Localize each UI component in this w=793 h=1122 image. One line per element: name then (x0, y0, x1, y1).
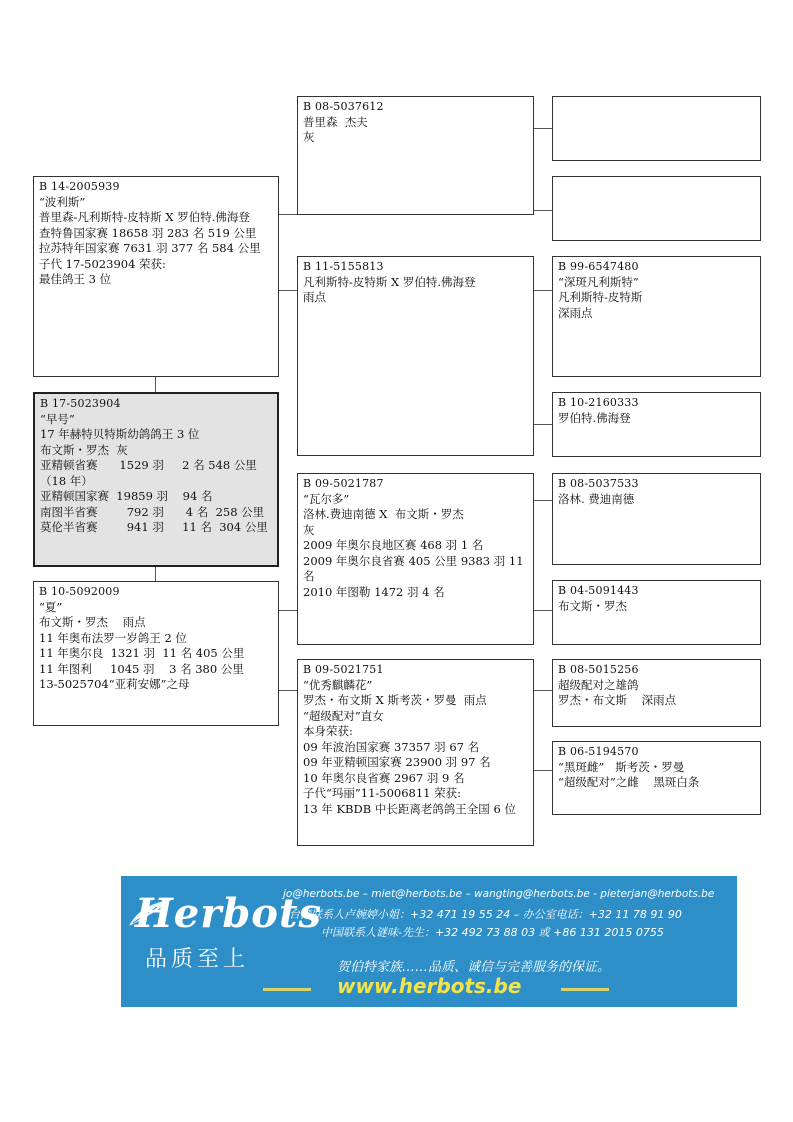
great-grandparent-box-7 (552, 659, 761, 727)
pedigree-line: 布文斯・罗杰 灰 (40, 442, 128, 457)
pedigree-line: 13-5025704“亚莉安娜”之母 (39, 677, 190, 691)
ring-number: B 09-5021787 (303, 477, 384, 490)
pedigree-line: 超级配对之雄鸽 (558, 677, 639, 692)
connector-dam-sire (278, 610, 297, 611)
pedigree-line: 11 年奥尔良 1321 羽 11 名 405 公里 (39, 646, 245, 660)
pedigree-line: 2009 年奥尔良地区赛 468 羽 1 名 (303, 538, 484, 552)
pedigree-line: “深斑凡利斯特” (558, 274, 639, 289)
connector-g3-4 (533, 424, 552, 425)
pedigree-line: 罗杰・布文斯 深雨点 (558, 693, 677, 707)
pedigree-line: 亚精顿国家赛 19859 羽 94 名 (40, 489, 213, 503)
pedigree-line: 深雨点 (558, 305, 593, 320)
sire-box (33, 176, 279, 377)
herbots-logo: Herbots (135, 890, 322, 937)
pedigree-line: 13 年 KBDB 中长距离老鸽鸽王全国 6 位 (303, 801, 516, 816)
pedigree-line: “夏” (39, 599, 63, 614)
pedigree-line: “早号” (40, 411, 75, 426)
ring-number: B 10-5092009 (39, 585, 120, 598)
connector-dam-dam (278, 690, 297, 691)
pedigree-line: 布文斯・罗杰 (558, 598, 627, 613)
pedigree-line: 亚精顿省赛 1529 羽 2 名 548 公里（18 年） (40, 458, 257, 488)
pedigree-line: 灰 (303, 130, 315, 144)
connector-g3-1 (533, 128, 552, 129)
dam-box (33, 581, 279, 726)
ring-number: B 09-5021751 (303, 663, 384, 676)
pedigree-line: 雨点 (303, 290, 326, 304)
pedigree-line: 普里森 杰夫 (303, 114, 368, 129)
pedigree-line: 普里森-凡利斯特-皮特斯 X 罗伯特.佛海登 (39, 210, 250, 224)
great-grandparent-box-2 (552, 176, 761, 241)
pedigree-line: 洛林. 费迪南德 (558, 491, 635, 506)
subject-pigeon-box (33, 392, 279, 567)
ring-number: B 06-5194570 (558, 745, 639, 758)
pedigree-line: 子代“玛丽”11-5006811 荣获: (303, 786, 462, 800)
ring-number: B 08-5015256 (558, 663, 639, 676)
pedigree-line: 莫伦半省赛 941 羽 11 名 304 公里 (40, 520, 268, 534)
pedigree-line: 17 年赫特贝特斯幼鸽鸽王 3 位 (40, 427, 200, 441)
ring-number: B 99-6547480 (558, 260, 639, 273)
herbots-banner (121, 876, 737, 1007)
website-link[interactable]: www.herbots.be (337, 974, 522, 998)
pedigree-line: “优秀麒麟花” (303, 677, 373, 692)
pedigree-line: 本身荣获: (303, 724, 353, 738)
pedigree-line: 10 年奥尔良省赛 2967 羽 9 名 (303, 770, 465, 785)
pedigree-line: 09 年波治国家赛 37357 羽 67 名 (303, 739, 480, 754)
pedigree-line: “波利斯” (39, 194, 86, 209)
pedigree-line: 11 年奥布法罗一岁鸽王 2 位 (39, 630, 187, 645)
pedigree-line: 子代 17-5023904 荣获: (39, 256, 166, 271)
connector-g3-2 (533, 210, 552, 211)
pedigree-line: 南图半省赛 792 羽 4 名 258 公里 (40, 504, 265, 519)
pedigree-line: 2009 年奥尔良省赛 405 公里 9383 羽 11 名 (303, 553, 528, 583)
connector-g3-7 (533, 690, 552, 691)
great-grandparent-box-3 (552, 256, 761, 377)
connector-sire-sire (278, 214, 297, 215)
great-grandparent-box-5 (552, 473, 761, 565)
ring-number: B 11-5155813 (303, 260, 384, 273)
contact-emails[interactable]: jo@herbots.be – miet@herbots.be – wangting@herbots.be - pieterjan@herbots.be (283, 888, 715, 900)
contact-taiwan: 台湾联系人卢婉婷小姐：+32 471 19 55 24 – 办公室电话：+32 11 78 91 90 (289, 908, 682, 921)
pedigree-line: 拉苏特年国家赛 7631 羽 377 名 584 公里 (39, 241, 261, 255)
connector-g3-3 (533, 290, 552, 291)
pedigree-line: 布文斯・罗杰 雨点 (39, 615, 146, 629)
contact-china: 中国联系人谜味-先生：+32 492 73 88 03 或 +86 131 2015 0755 (321, 926, 664, 939)
pedigree-line: 罗伯特.佛海登 (558, 410, 631, 425)
ring-number: B 08-5037533 (558, 477, 639, 490)
pedigree-line: “瓦尔多” (303, 491, 350, 506)
pedigree-line: “超级配对”之雌 黑斑白条 (558, 775, 700, 789)
dam-sire-box (297, 473, 534, 645)
great-grandparent-box-1 (552, 96, 761, 161)
great-grandparent-box-6 (552, 580, 761, 645)
great-grandparent-box-8 (552, 741, 761, 815)
ring-number: B 08-5037612 (303, 100, 384, 113)
connector-sire-dam (278, 290, 297, 291)
ring-number: B 04-5091443 (558, 584, 639, 597)
ring-number: B 10-2160333 (558, 396, 639, 409)
pedigree-line: 最佳鸽王 3 位 (39, 272, 112, 286)
motto: 贺伯特家族……品质、诚信与完善服务的保证。 (337, 960, 611, 975)
pedigree-line: 罗杰・布文斯 X 斯考茨・罗曼 雨点 (303, 693, 487, 707)
pedigree-line: 09 年亚精顿国家赛 23900 羽 97 名 (303, 755, 491, 769)
connector-g3-6 (533, 610, 552, 611)
ring-number: B 17-5023904 (40, 397, 121, 410)
decor-line-left (263, 988, 311, 991)
pedigree-line: “超级配对”直女 (303, 708, 384, 723)
pedigree-line: 凡利斯特-皮特斯 (558, 290, 643, 304)
connector-g3-8 (533, 770, 552, 771)
connector-g3-5 (533, 500, 552, 501)
sire-dam-box (297, 256, 534, 456)
pedigree-line: 查特鲁国家赛 18658 羽 283 名 519 公里 (39, 225, 257, 240)
pedigree-line: “黑斑雌” 斯考茨・罗曼 (558, 759, 685, 774)
pedigree-line: 灰 (303, 522, 315, 537)
pedigree-line: 11 年图利 1045 羽 3 名 380 公里 (39, 661, 244, 676)
ring-number: B 14-2005939 (39, 180, 120, 193)
decor-line-right (561, 988, 609, 991)
slogan: 品质至上 (145, 947, 250, 972)
connector-subject-dam (155, 566, 156, 582)
connector-subject-sire (155, 376, 156, 393)
dam-dam-box (297, 659, 534, 846)
pedigree-line: 洛林.费迪南德 X 布文斯・罗杰 (303, 507, 464, 521)
sire-sire-box (297, 96, 534, 215)
great-grandparent-box-4 (552, 392, 761, 457)
pedigree-line: 凡利斯特-皮特斯 X 罗伯特.佛海登 (303, 274, 476, 289)
pedigree-line: 2010 年图勒 1472 羽 4 名 (303, 584, 445, 599)
